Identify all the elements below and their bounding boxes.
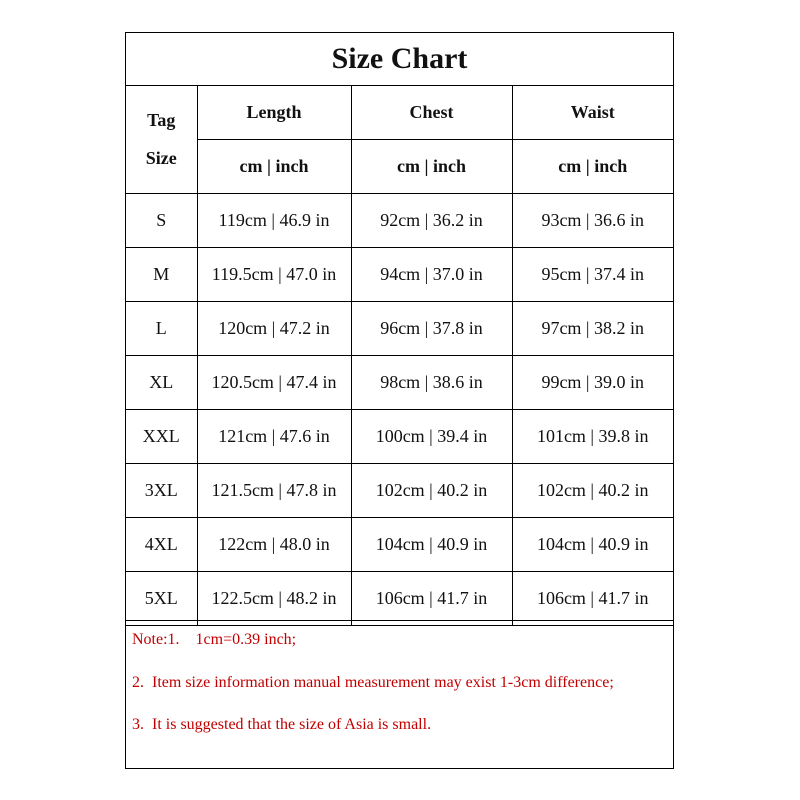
chest-cell: 94cm | 37.0 in (351, 247, 512, 301)
table-row (126, 355, 673, 409)
table-row (126, 571, 673, 625)
chart-title: Size Chart (126, 33, 673, 86)
length-cell: 119cm | 46.9 in (197, 193, 351, 247)
length-header: Length (197, 86, 351, 139)
length-cell: 122.5cm | 48.2 in (197, 571, 351, 625)
size-cell: S (126, 193, 197, 247)
size-cell: L (126, 301, 197, 355)
waist-cell: 97cm | 38.2 in (512, 301, 673, 355)
chest-unit: cm | inch (351, 139, 512, 193)
note-3: 3. It is suggested that the size of Asia is small. (132, 716, 432, 733)
length-cell: 121cm | 47.6 in (197, 409, 351, 463)
table-row (126, 463, 673, 517)
chest-cell: 104cm | 40.9 in (351, 517, 512, 571)
size-chart (125, 32, 674, 769)
size-cell: 4XL (126, 517, 197, 571)
waist-cell: 95cm | 37.4 in (512, 247, 673, 301)
waist-cell: 99cm | 39.0 in (512, 355, 673, 409)
table-row (126, 301, 673, 355)
table-row (126, 247, 673, 301)
size-cell: XXL (126, 409, 197, 463)
chest-header: Chest (351, 86, 512, 139)
chest-cell: 102cm | 40.2 in (351, 463, 512, 517)
waist-cell: 102cm | 40.2 in (512, 463, 673, 517)
tag-label: Tag (147, 110, 176, 131)
note-2: 2. Item size information manual measurement may exist 1-3cm difference; (132, 674, 614, 691)
size-cell: 5XL (126, 571, 197, 625)
length-cell: 122cm | 48.0 in (197, 517, 351, 571)
table-row (126, 517, 673, 571)
waist-cell: 93cm | 36.6 in (512, 193, 673, 247)
length-unit: cm | inch (197, 139, 351, 193)
length-cell: 121.5cm | 47.8 in (197, 463, 351, 517)
size-cell: XL (126, 355, 197, 409)
chest-cell: 98cm | 38.6 in (351, 355, 512, 409)
waist-header: Waist (512, 86, 673, 139)
size-table (126, 86, 673, 626)
length-cell: 120cm | 47.2 in (197, 301, 351, 355)
header-row (126, 86, 673, 139)
length-cell: 119.5cm | 47.0 in (197, 247, 351, 301)
size-cell: 3XL (126, 463, 197, 517)
chest-cell: 106cm | 41.7 in (351, 571, 512, 625)
waist-unit: cm | inch (512, 139, 673, 193)
unit-row (126, 139, 673, 193)
notes-section (126, 620, 673, 768)
note-1: Note:1. 1cm=0.39 inch; (132, 631, 297, 648)
table-row (126, 193, 673, 247)
waist-cell: 104cm | 40.9 in (512, 517, 673, 571)
chest-cell: 100cm | 39.4 in (351, 409, 512, 463)
table-row (126, 409, 673, 463)
chest-cell: 96cm | 37.8 in (351, 301, 512, 355)
size-cell: M (126, 247, 197, 301)
waist-cell: 101cm | 39.8 in (512, 409, 673, 463)
waist-cell: 106cm | 41.7 in (512, 571, 673, 625)
size-label: Size (145, 148, 177, 169)
chest-cell: 92cm | 36.2 in (351, 193, 512, 247)
length-cell: 120.5cm | 47.4 in (197, 355, 351, 409)
tag-size-header (126, 86, 197, 193)
